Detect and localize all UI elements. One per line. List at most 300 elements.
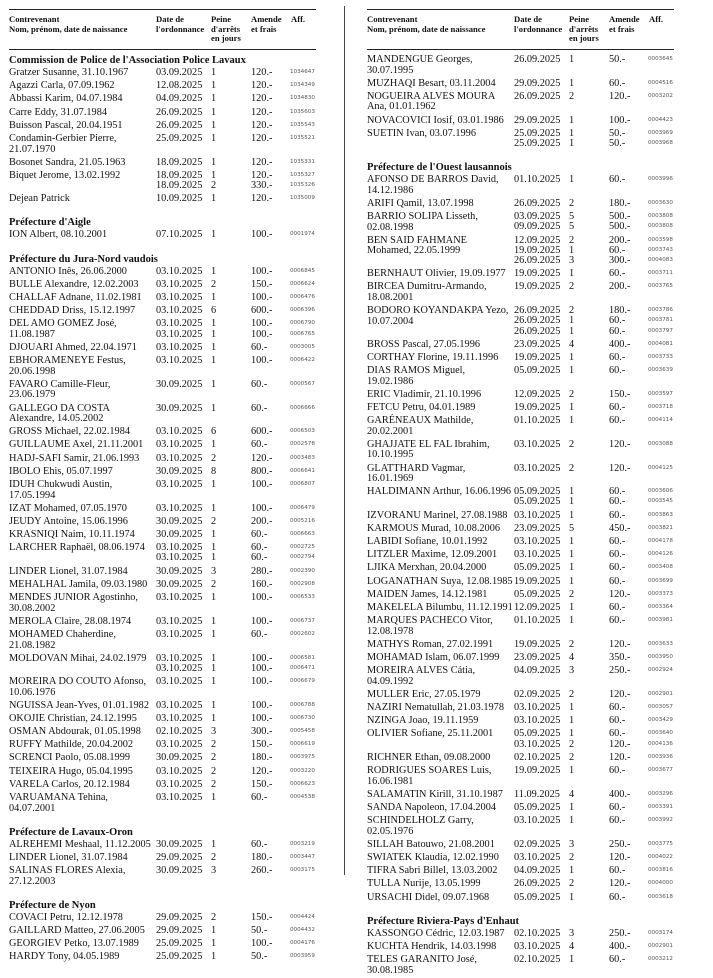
order-line [514,853,674,863]
order-lines [156,427,316,437]
case-number: 0003429 [648,717,673,724]
case-number: 0003950 [648,654,673,661]
offender-name: HALDIMANN Arthur, 16.06.1996 [367,486,512,498]
case-number: 0004178 [648,538,673,545]
case-number: 0006503 [290,428,315,435]
offender-name: VARELA Carlos, 20.12.1984 [9,778,130,790]
detention-days: 1 [569,325,575,337]
fine-amount: 50.- [609,127,626,139]
offender-name: AFONSO DE BARROS David, 14.12.1986 [367,174,499,196]
table-row [367,523,674,536]
order-date: 03.10.2025 [156,628,203,640]
order-date: 18.09.2025 [156,156,203,168]
order-lines [514,955,674,965]
fine-amount: 100.- [251,328,273,340]
order-lines [156,68,316,78]
case-number: 0003630 [648,199,673,206]
table-row [9,713,316,726]
case-number: 0003606 [648,488,673,495]
offender-name: MOREIRA ALVES Cátia, 04.09.1992 [367,665,476,687]
case-number: 0006788 [290,701,315,708]
fine-amount: 120.- [609,462,631,474]
detention-days: 2 [211,180,217,191]
case-number: 1035327 [290,171,315,178]
order-lines [156,952,316,962]
offender-name: SUETIN Ivan, 03.07.1996 [367,127,476,139]
table-row [9,865,316,889]
fine-amount: 120.- [251,106,273,118]
order-date: 03.10.2025 [156,426,203,438]
case-number: 0003364 [648,603,673,610]
order-date: 03.10.2025 [514,536,561,548]
offender-name: KASSONGO Cédric, 12.03.1987 [367,927,505,939]
order-date: 26.09.2025 [514,325,561,337]
case-number: 0002602 [290,630,315,637]
table-row [367,339,674,352]
table-header [9,9,316,50]
order-lines [156,753,316,763]
table-row [9,292,316,305]
order-date: 30.09.2025 [156,578,203,590]
detention-days: 2 [569,851,575,863]
offender-name: GROSS Michael, 22.02.1984 [9,426,130,438]
order-line [514,416,674,426]
detention-days: 1 [569,54,575,65]
order-line [514,55,674,65]
case-number: 0003959 [290,953,315,960]
fine-amount: 180.- [251,752,273,764]
offender-name: IBOLO Ehis, 05.07.1997 [9,465,113,477]
offender-name: RUFFY Mathilde, 20.04.2002 [9,739,134,751]
case-number: 0006422 [290,357,315,364]
order-lines [514,550,674,560]
order-line [156,952,316,962]
detention-days: 1 [211,502,217,514]
table-row [9,516,316,529]
table-row [9,542,316,565]
fine-amount: 60.- [609,536,626,548]
case-number: 0002794 [290,554,315,561]
detention-days: 2 [211,739,217,751]
order-line [156,853,316,863]
order-line [514,79,674,89]
fine-amount: 120.- [609,738,631,750]
case-number: 0003711 [648,270,673,277]
order-date: 05.09.2025 [514,891,561,903]
case-number: 0006737 [290,617,315,624]
offender-name: BARRIO SOLIPA Lisseth, 02.08.1998 [367,211,478,233]
fine-amount: 250.- [609,927,631,939]
detention-days: 4 [569,940,575,952]
offender-name: Agazzi Carla, 07.09.1962 [9,80,115,92]
offender-name: Biquet Jerome, 13.02.1992 [9,169,121,181]
case-number: 0003174 [648,929,673,936]
detention-days: 1 [211,132,217,144]
order-line [514,653,674,663]
detention-days: 1 [211,193,217,205]
order-line [156,866,316,876]
case-number: 0003969 [648,129,673,136]
order-lines [514,199,674,209]
order-lines [156,677,316,687]
section-title: Commission de Police de l'Association Police Lavaux [9,55,246,66]
fine-amount: 100.- [251,318,273,330]
case-number: 0004516 [648,79,673,86]
fine-amount: 500.- [609,221,631,233]
order-lines [514,853,674,863]
offender-name: COVACI Petru, 12.12.1978 [9,911,123,923]
order-date: 29.09.2025 [156,851,203,863]
detention-days: 1 [569,815,575,827]
detention-days: 1 [569,114,575,126]
fine-amount: 120.- [609,878,631,890]
fine-amount: 60.- [609,496,626,508]
detention-days: 2 [569,197,575,209]
order-date: 02.09.2025 [514,688,561,700]
order-date: 01.10.2025 [514,174,561,186]
fine-amount: 60.- [251,402,268,414]
fine-amount: 60.- [609,575,626,587]
fine-amount: 400.- [609,338,631,350]
fine-amount: 120.- [609,851,631,863]
table-row [367,510,674,523]
order-date: 19.09.2025 [514,638,561,650]
detention-days: 1 [211,592,217,604]
fine-amount: 120.- [251,765,273,777]
order-lines [514,116,674,126]
right-column [367,9,674,978]
table-row [9,403,316,427]
case-number: 0003483 [290,454,315,461]
table-row [367,789,674,802]
detention-days: 1 [569,549,575,561]
order-date: 03.10.2025 [156,552,203,564]
order-date: 19.09.2025 [514,402,561,414]
section [9,253,316,816]
case-number: 0002390 [290,567,315,574]
fine-amount: 50.- [609,54,626,65]
offender-name: NOGUEIRA ALVES MOURA Ana, 01.01.1962 [367,90,495,113]
table-row [367,402,674,415]
fine-amount: 800.- [251,465,273,477]
order-date: 03.10.2025 [156,328,203,340]
order-date: 03.10.2025 [156,278,203,290]
fine-amount: 150.- [609,388,631,400]
table-row [367,689,674,702]
case-number: 1034830 [290,95,315,102]
table-row [367,365,674,389]
fine-amount: 100.- [251,229,273,241]
order-line [156,567,316,577]
table-row [9,503,316,516]
case-number: 0003597 [648,390,673,397]
table-row [9,342,316,355]
order-date: 30.09.2025 [156,402,203,414]
order-lines [514,703,674,713]
fine-amount: 180.- [609,197,631,209]
order-lines [156,194,316,204]
case-number: 0003645 [648,56,673,62]
detention-days: 2 [211,515,217,527]
case-number: 0004176 [290,940,315,947]
offender-name: DJOUARI Ahmed, 22.04.1971 [9,342,137,354]
offender-name: MANDENGUE Georges, 30.07.1995 [367,54,473,76]
detention-days: 1 [211,439,217,451]
table-row [367,536,674,549]
fine-amount: 300.- [251,726,273,738]
case-number: 0003781 [648,317,673,324]
fine-amount: 60.- [609,325,626,337]
offender-name: GARÉNEAUX Mathilde, 20.02.2001 [367,415,474,437]
table-row [9,653,316,676]
case-number: 0006479 [290,504,315,511]
order-lines [156,580,316,590]
table-row [367,54,674,78]
offender-name: TELES GARANITO José, 30.08.1985 [367,954,477,976]
order-lines [156,714,316,724]
order-line [514,577,674,587]
detention-days: 1 [211,67,217,78]
table-row [9,120,316,133]
order-date: 03.10.2025 [514,851,561,863]
header-name: Contrevenant Nom, prénom, date de naissance [367,14,486,34]
table-row [367,652,674,665]
detention-days: 1 [569,575,575,587]
order-lines [156,171,316,191]
detention-days: 5 [569,211,575,223]
case-number: 0004114 [648,417,673,424]
detention-days: 1 [569,702,575,714]
case-number: 0006471 [290,664,315,671]
order-line [514,879,674,889]
detention-days: 1 [569,496,575,508]
table-row [367,78,674,91]
fine-amount: 60.- [609,715,626,727]
fine-amount: 280.- [251,565,273,577]
offender-name: LABIDI Sofiane, 10.01.1992 [367,536,488,548]
order-date: 19.09.2025 [514,244,561,256]
fine-amount: 100.- [251,592,273,604]
order-lines [514,816,674,826]
offender-name: GALLEGO DA COSTA Alexandre, 14.05.2002 [9,402,110,425]
detention-days: 1 [211,542,217,554]
table-row [367,852,674,865]
order-lines [514,766,674,776]
order-lines [514,753,674,763]
case-number: 0003863 [648,511,673,518]
table-row [9,579,316,592]
order-date: 26.09.2025 [514,54,561,65]
fine-amount: 400.- [609,788,631,800]
table-row [367,602,674,615]
table-row [367,174,674,198]
section-title: Préfecture Riviera-Pays d'Enhaut [367,915,520,927]
header-fine: Amende et frais [609,14,640,34]
table-row [9,305,316,318]
order-line [514,256,674,266]
case-number: 1035521 [290,134,315,141]
order-lines [514,340,674,350]
detention-days: 1 [569,268,575,280]
order-date: 03.10.2025 [156,542,203,554]
order-lines [514,590,674,600]
detention-days: 1 [211,291,217,303]
table-row [367,91,674,115]
fine-amount: 120.- [251,93,273,105]
order-date: 18.09.2025 [156,169,203,181]
order-lines [156,380,316,390]
order-date: 02.09.2025 [514,838,561,850]
section-title: Préfecture de l'Ouest lausannois [367,162,512,174]
detention-days: 3 [569,838,575,850]
fine-amount: 60.- [609,549,626,561]
order-line [156,701,316,711]
detention-days: 1 [211,924,217,936]
table-row [9,229,316,242]
case-number: 0003718 [648,404,673,411]
table-row [9,912,316,925]
order-line [156,664,316,674]
offender-name: OSMAN Abdourak, 01.05.1998 [9,726,141,738]
order-date: 03.10.2025 [156,291,203,303]
offender-name: SCHINDELHOLZ Garry, 02.05.1976 [367,815,474,837]
fine-amount: 60.- [609,315,626,327]
detention-days: 3 [211,726,217,738]
offender-name: DEL AMO GOMEZ José, 11.08.1987 [9,318,117,340]
table-row [367,352,674,365]
fine-amount: 60.- [609,562,626,574]
case-number: 1034349 [290,82,315,89]
table-row [9,726,316,739]
fine-amount: 600.- [251,305,273,317]
order-date: 26.09.2025 [514,90,561,102]
detention-days: 4 [569,652,575,664]
fine-amount: 60.- [609,415,626,427]
fine-amount: 100.- [609,114,631,126]
fine-amount: 600.- [251,426,273,438]
order-line [156,158,316,168]
fine-amount: 60.- [609,486,626,498]
order-line [156,593,316,603]
order-date: 03.10.2025 [156,592,203,604]
section [9,54,316,206]
offender-name: SWIATEK Klaudia, 12.02.1990 [367,851,499,863]
order-date: 02.10.2025 [514,927,561,939]
order-line [156,330,316,340]
offender-name: Dejean Patrick [9,193,70,205]
order-line [514,222,674,232]
offender-name: MAKELELA Bilumbu, 11.12.1991 [367,601,513,613]
detention-days: 2 [569,438,575,450]
order-date: 04.09.2025 [514,665,561,677]
order-line [156,480,316,490]
offender-name: BEN SAID FAHMANE Mohamed, 22.05.1999 [367,234,467,257]
order-line [514,790,674,800]
case-number: 0003598 [648,236,673,243]
offender-name: HADJ-SAFI Samir, 21.06.1993 [9,452,140,464]
detention-days: 1 [211,328,217,340]
order-date: 03.10.2025 [514,438,561,450]
offender-name: MEHALHAL Jamila, 09.03.1980 [9,578,148,590]
case-number: 0003677 [648,767,673,774]
case-number: 0006730 [290,714,315,721]
order-lines [514,366,674,376]
order-date: 03.10.2025 [156,305,203,317]
order-lines [514,577,674,587]
case-number: 0003633 [648,640,673,647]
order-line [156,630,316,640]
order-line [514,464,674,474]
order-date: 26.09.2025 [156,119,203,131]
detention-days: 2 [569,462,575,474]
detention-days: 2 [211,851,217,863]
detention-days: 1 [211,229,217,241]
order-lines [156,158,316,168]
offender-name: BIRCEA Dumitru-Armando, 18.08.2001 [367,281,487,304]
section-title: Préfecture d'Aigle [9,217,91,229]
fine-amount: 60.- [609,268,626,280]
fine-amount: 180.- [609,305,631,317]
order-date: 03.10.2025 [156,265,203,277]
fine-amount: 120.- [251,193,273,205]
detention-days: 2 [569,588,575,600]
order-date: 03.10.2025 [156,652,203,664]
order-line [156,714,316,724]
offender-name: SANDA Napoleon, 17.04.2004 [367,801,496,813]
detention-days: 5 [569,221,575,233]
order-lines [514,440,674,450]
case-number: 0003797 [648,327,673,334]
table-row [367,815,674,839]
offender-name: ERIC Vladimir, 21.10.1996 [367,388,482,400]
table-row [9,629,316,653]
case-number: 0003175 [290,867,315,874]
order-date: 19.09.2025 [514,351,561,363]
order-line [514,175,674,185]
offender-name: MULLER Eric, 27.05.1979 [367,688,481,700]
case-number: 0003639 [648,367,673,374]
order-line [514,282,674,292]
order-lines [514,942,674,952]
order-line [156,504,316,514]
order-date: 26.09.2025 [514,255,561,267]
offender-name: BULLE Alexandre, 12.02.2003 [9,278,139,290]
detention-days: 1 [211,169,217,181]
order-lines [156,727,316,737]
order-line [514,92,674,102]
order-lines [156,134,316,144]
offender-name: IDUH Chukwudi Austin, 17.05.1994 [9,479,113,501]
order-lines [514,282,674,292]
order-date: 30.09.2025 [156,378,203,390]
table-row [9,107,316,120]
order-line [514,116,674,126]
fine-amount: 120.- [251,80,273,92]
case-number: 1035326 [290,182,315,188]
order-line [156,553,316,563]
order-line [514,563,674,573]
order-line [514,666,674,676]
detention-days: 1 [569,402,575,414]
order-date: 03.10.2025 [156,778,203,790]
fine-amount: 60.- [251,791,268,803]
order-lines [514,92,674,102]
table-row [367,235,674,269]
order-lines [514,563,674,573]
case-number: 0000567 [290,380,315,387]
order-lines [514,690,674,700]
offender-name: SALINAS FLORES Alexia, 27.12.2003 [9,865,126,887]
